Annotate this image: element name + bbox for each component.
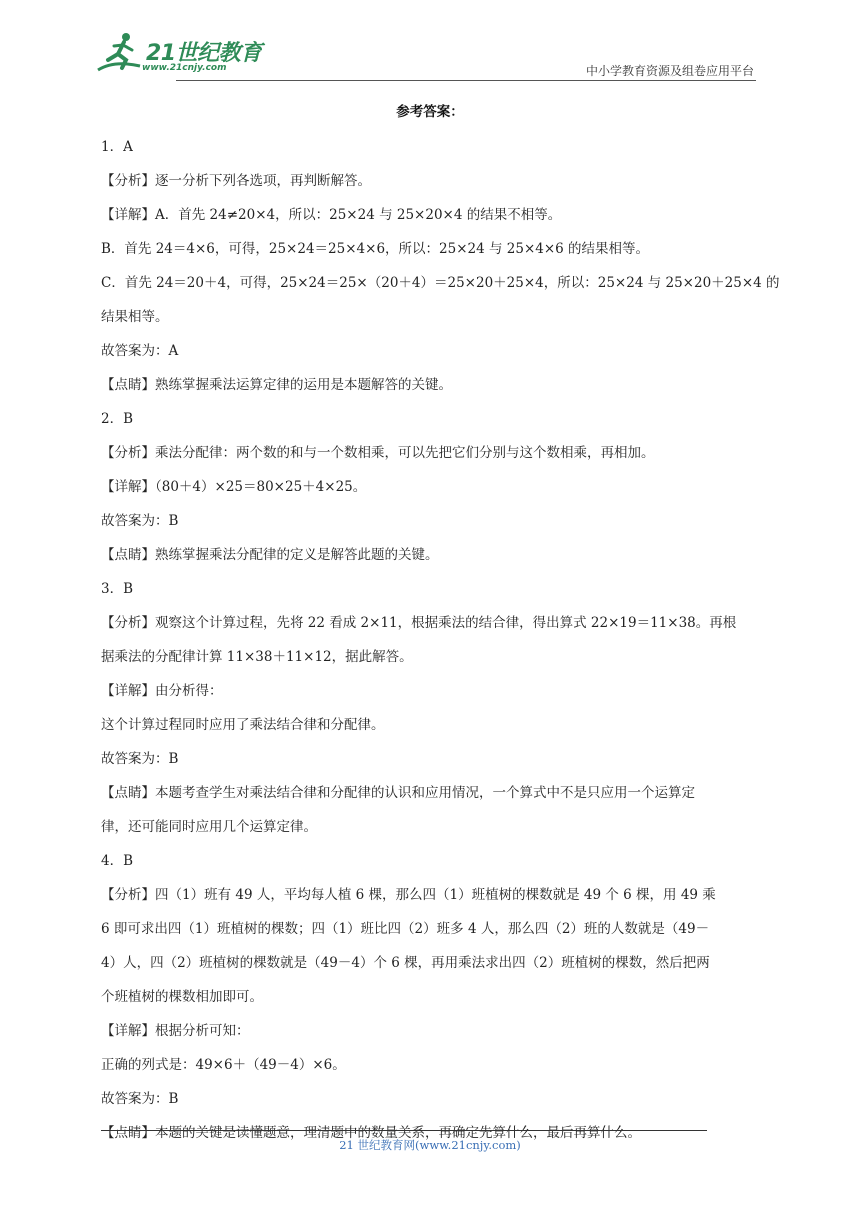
text-line: 【详解】A．首先 24≠20×4，所以：25×24 与 25×20×4 的结果不相等。 bbox=[101, 207, 562, 223]
page-header bbox=[96, 30, 756, 82]
text-line: 4）人，四（2）班植树的棵数就是（49－4）个 6 棵，再用乘法求出四（2）班植树的棵数，然后把两 bbox=[101, 955, 710, 971]
text-line: 【点睛】本题的关键是读懂题意，理清题中的数量关系，再确定先算什么，最后再算什么。 bbox=[101, 1125, 641, 1141]
text-line: C．首先 24＝20＋4，可得，25×24＝25×（20＋4）＝25×20＋25×4，所以：25×24 与 25×20＋25×4 的 bbox=[101, 275, 780, 291]
text-line: 【点睛】熟练掌握乘法运算定律的运用是本题解答的关键。 bbox=[101, 377, 452, 393]
platform-name: 中小学教育资源及组卷应用平台 bbox=[585, 64, 754, 78]
text-line: 1．A bbox=[101, 139, 133, 155]
text-line: 故答案为：B bbox=[101, 751, 179, 767]
text-line: 正确的列式是：49×6＋（49－4）×6。 bbox=[101, 1057, 346, 1073]
logo-url: www.21cnjy.com bbox=[142, 63, 227, 73]
text-line: 律，还可能同时应用几个运算定律。 bbox=[101, 819, 317, 835]
text-line: 3．B bbox=[101, 581, 134, 597]
text-line: 【详解】（80＋4）×25＝80×25＋4×25。 bbox=[101, 479, 367, 495]
text-line: 【点睛】本题考查学生对乘法结合律和分配律的认识和应用情况，一个算式中不是只应用一个运算定 bbox=[101, 785, 695, 801]
text-line: 【分析】逐一分析下列各选项，再判断解答。 bbox=[101, 173, 371, 189]
text-line: 【详解】根据分析可知： bbox=[101, 1023, 250, 1039]
running-man-icon bbox=[96, 30, 144, 76]
page-title: 参考答案： bbox=[396, 104, 464, 120]
text-line: 结果相等。 bbox=[101, 309, 169, 325]
text-line: 【详解】由分析得： bbox=[101, 683, 223, 699]
text-line: B．首先 24＝4×6，可得，25×24＝25×4×6，所以：25×24 与 25×4×6 的结果相等。 bbox=[101, 241, 650, 257]
footer-link[interactable]: 21 世纪教育网(www.21cnjy.com) bbox=[339, 1138, 521, 1152]
logo-text: 21世纪教育 bbox=[146, 41, 262, 66]
text-line: 故答案为：B bbox=[101, 513, 179, 529]
answer-content bbox=[101, 130, 780, 1150]
text-line: 【分析】四（1）班有 49 人，平均每人植 6 棵，那么四（1）班植树的棵数就是 49 个 6 棵，用 49 乘 bbox=[101, 887, 716, 903]
text-line: 故答案为：A bbox=[101, 343, 179, 359]
text-line: 个班植树的棵数相加即可。 bbox=[101, 989, 263, 1005]
text-line: 4．B bbox=[101, 853, 134, 869]
text-line: 这个计算过程同时应用了乘法结合律和分配律。 bbox=[101, 717, 385, 733]
site-logo[interactable] bbox=[96, 30, 266, 78]
text-line: 6 即可求出四（1）班植树的棵数；四（1）班比四（2）班多 4 人，那么四（2）班的人数就是（49－ bbox=[101, 921, 710, 937]
header-divider bbox=[176, 80, 756, 81]
text-line: 【点睛】熟练掌握乘法分配律的定义是解答此题的关键。 bbox=[101, 547, 439, 563]
text-line: 据乘法的分配律计算 11×38＋11×12，据此解答。 bbox=[101, 649, 413, 665]
text-line: 故答案为：B bbox=[101, 1091, 179, 1107]
text-line: 2．B bbox=[101, 411, 134, 427]
footer-divider bbox=[101, 1130, 707, 1131]
text-line: 【分析】乘法分配律：两个数的和与一个数相乘，可以先把它们分别与这个数相乘，再相加。 bbox=[101, 445, 655, 461]
text-line: 【分析】观察这个计算过程，先将 22 看成 2×11，根据乘法的结合律，得出算式 22×19＝11×38。再根 bbox=[101, 615, 737, 631]
